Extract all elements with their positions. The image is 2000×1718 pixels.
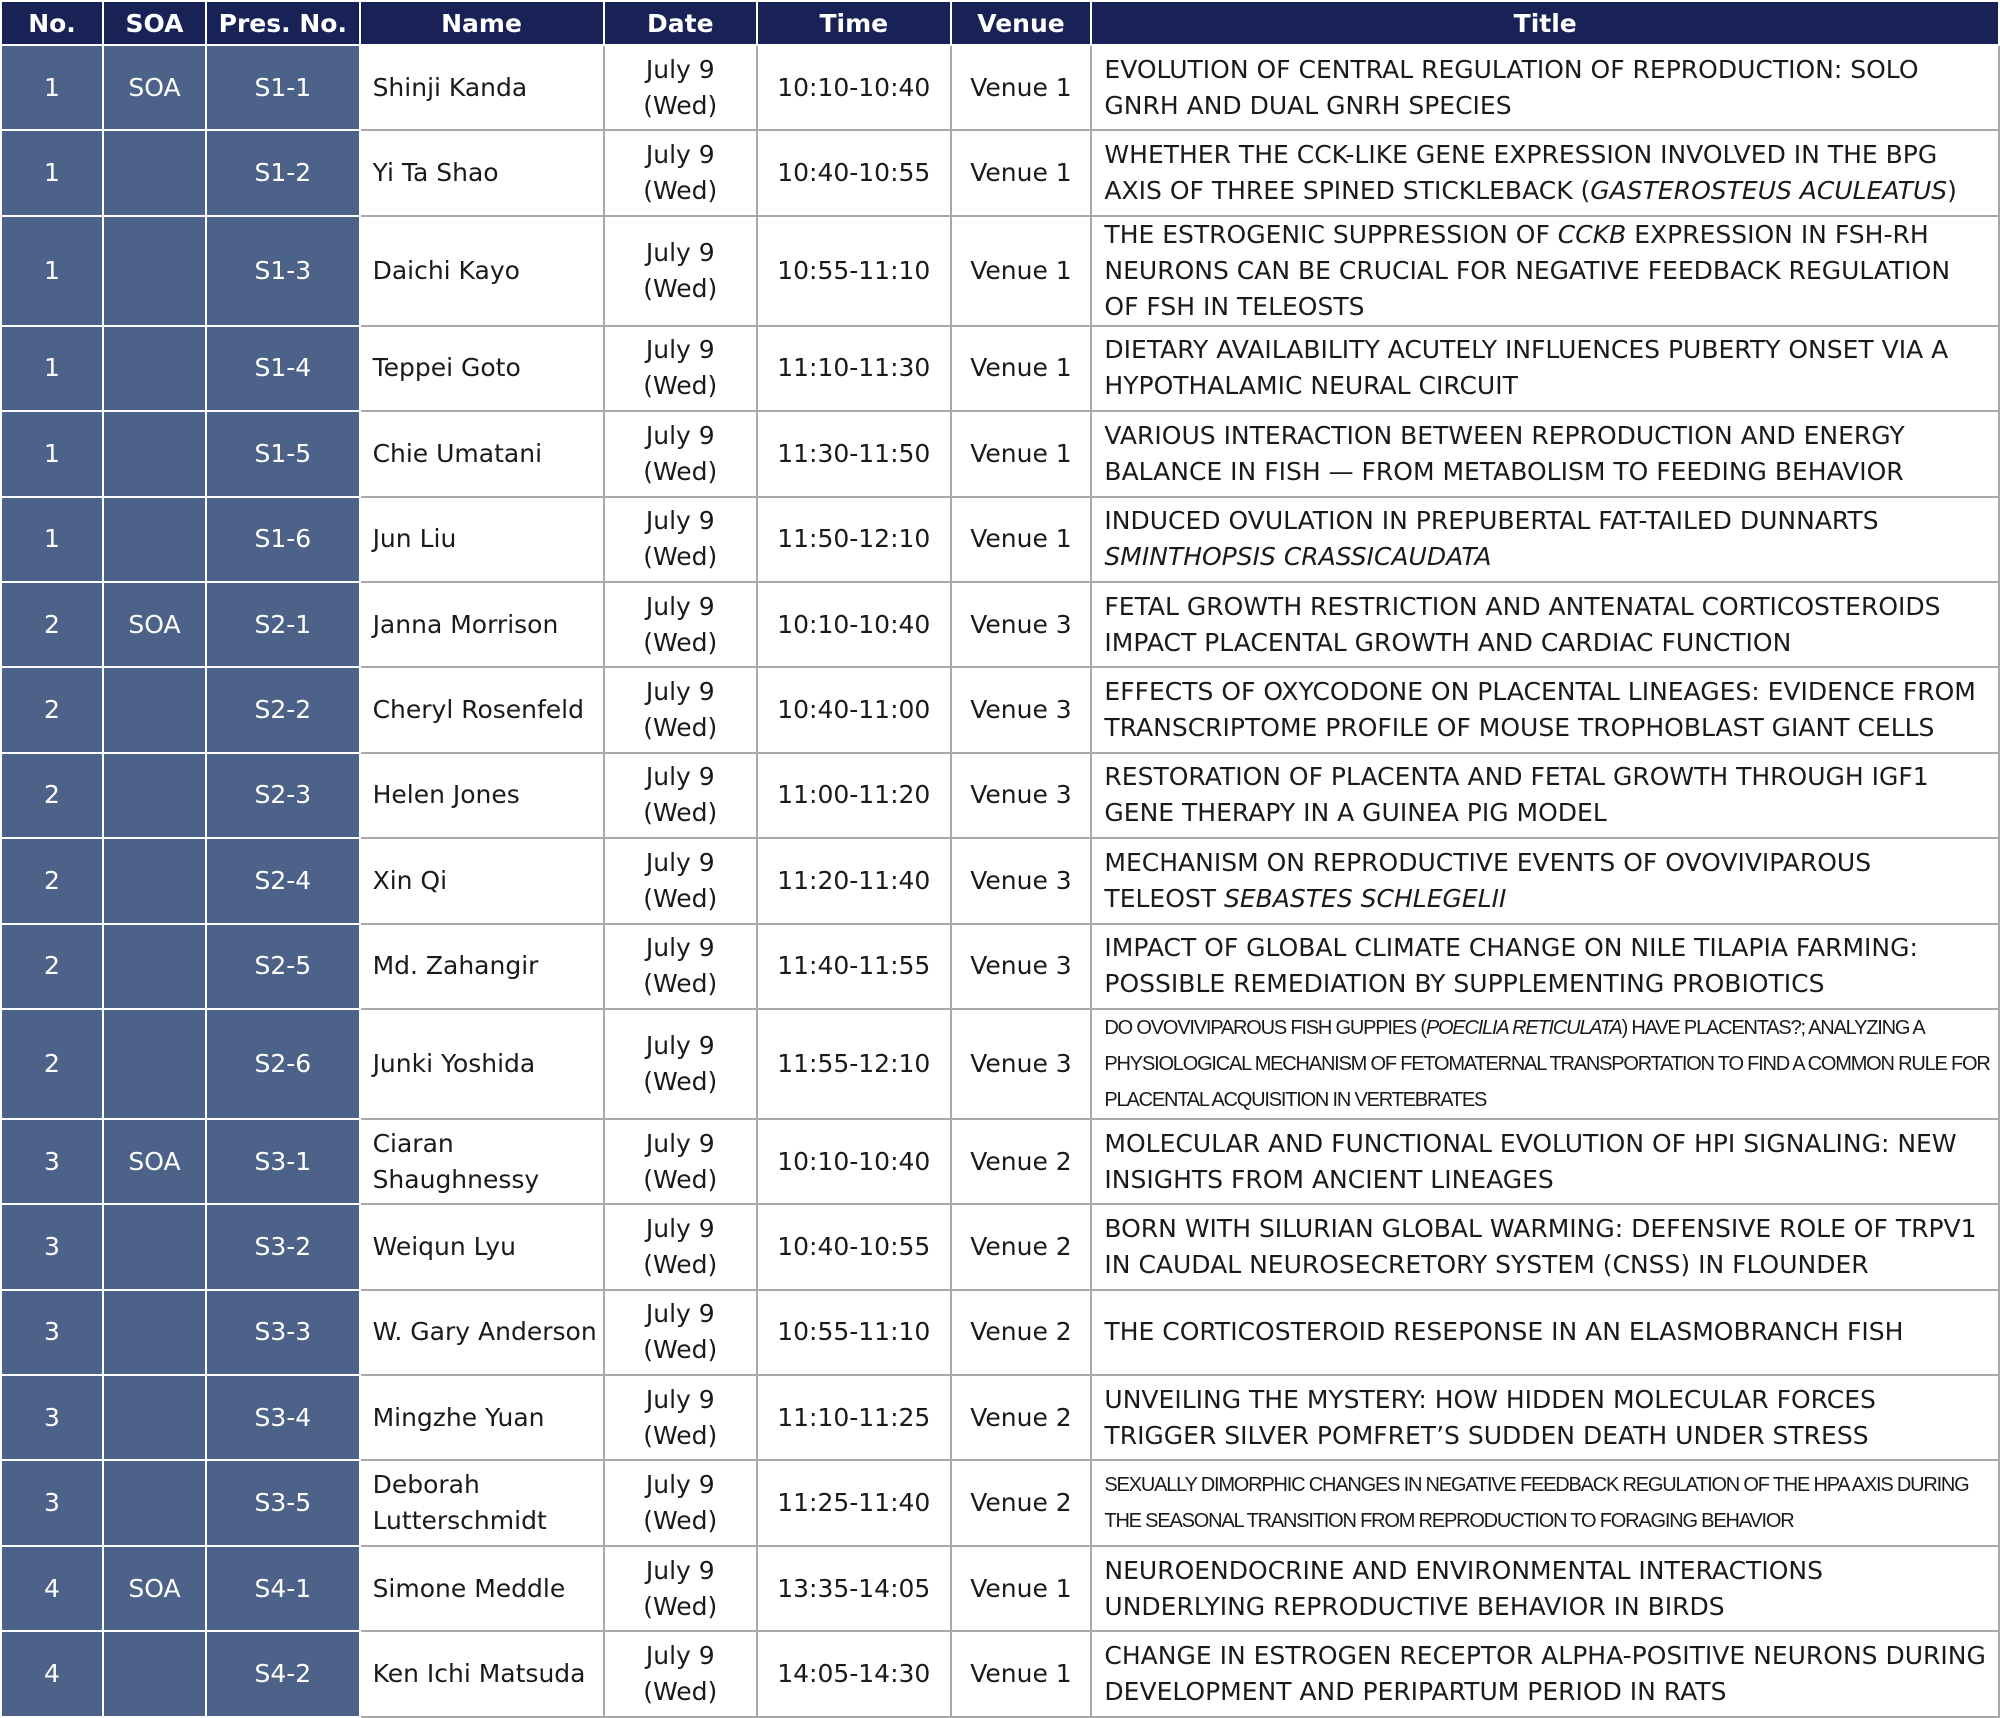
soa-cell: [103, 1290, 206, 1375]
table-row: [1, 1631, 1999, 1716]
date-day: July 9: [645, 140, 715, 170]
date-day: July 9: [645, 762, 715, 792]
title-segment: WHETHER THE CCK-LIKE GENE EXPRESSION INVOLVED IN THE BPG AXIS OF THREE SPINED STICKLEBACK (: [1104, 140, 1938, 206]
venue-cell: Venue 1: [951, 130, 1092, 215]
presenter-name: Yi Ta Shao: [360, 130, 604, 215]
title-cell: [1091, 130, 1999, 215]
title-segment: INDUCED OVULATION IN PREPUBERTAL FAT-TAILED DUNNARTS: [1104, 506, 1879, 536]
date-weekday: (Wed): [643, 176, 718, 206]
date-cell: [604, 130, 758, 215]
session-number: 1: [1, 45, 103, 130]
title-cell: [1091, 1460, 1999, 1545]
date-day: July 9: [645, 54, 715, 84]
session-number: 3: [1, 1119, 103, 1204]
title-cell: [1091, 753, 1999, 838]
soa-cell: SOA: [103, 1546, 206, 1631]
session-number: 2: [1, 582, 103, 667]
date-day: July 9: [645, 1213, 715, 1243]
session-number: 2: [1, 924, 103, 1009]
soa-cell: [103, 1009, 206, 1119]
presenter-name: Jun Liu: [360, 497, 604, 582]
presentation-number: S3-3: [206, 1290, 360, 1375]
date-cell: [604, 924, 758, 1009]
table-row: [1, 326, 1999, 411]
session-number: 2: [1, 667, 103, 752]
soa-cell: [103, 924, 206, 1009]
presenter-name: Ciaran Shaughnessy: [360, 1119, 604, 1204]
title-segment: MECHANISM ON REPRODUCTIVE EVENTS OF OVOVIVIPAROUS TELEOST: [1104, 847, 1872, 913]
presenter-name: Xin Qi: [360, 838, 604, 923]
date-day: July 9: [645, 1384, 715, 1414]
title-segment: NEUROENDOCRINE AND ENVIRONMENTAL INTERACTIONS UNDERLYING REPRODUCTIVE BEHAVIOR IN BIRDS: [1104, 1555, 1823, 1621]
header-title: Title: [1091, 1, 1999, 45]
venue-cell: Venue 3: [951, 838, 1092, 923]
title-cell: [1091, 582, 1999, 667]
title-italic-segment: CCKB: [1557, 219, 1627, 249]
session-number: 1: [1, 216, 103, 326]
date-day: July 9: [645, 591, 715, 621]
table-row: [1, 1119, 1999, 1204]
title-segment: BORN WITH SILURIAN GLOBAL WARMING: DEFENSIVE ROLE OF TRPV1 IN CAUDAL NEUROSECRETORY SYSTEM (CNSS) IN FLOUNDER: [1104, 1213, 1977, 1279]
venue-cell: Venue 1: [951, 216, 1092, 326]
time-cell: 11:25-11:40: [757, 1460, 950, 1545]
venue-cell: Venue 1: [951, 411, 1092, 496]
date-weekday: (Wed): [643, 1506, 718, 1536]
date-cell: [604, 1119, 758, 1204]
soa-cell: SOA: [103, 45, 206, 130]
title-segment: VARIOUS INTERACTION BETWEEN REPRODUCTION AND ENERGY BALANCE IN FISH — FROM METABOLISM TO FEEDING BEHAVIOR: [1104, 420, 1905, 486]
schedule-body: [1, 45, 1999, 1717]
date-weekday: (Wed): [643, 883, 718, 913]
header-no: No.: [1, 1, 103, 45]
header-soa: SOA: [103, 1, 206, 45]
date-day: July 9: [645, 1555, 715, 1585]
presentation-number: S2-4: [206, 838, 360, 923]
date-weekday: (Wed): [643, 969, 718, 999]
table-row: [1, 667, 1999, 752]
presenter-name: Teppei Goto: [360, 326, 604, 411]
time-cell: 10:40-11:00: [757, 667, 950, 752]
header-name: Name: [360, 1, 604, 45]
date-day: July 9: [645, 1299, 715, 1329]
date-cell: [604, 1375, 758, 1460]
presentation-number: S2-1: [206, 582, 360, 667]
venue-cell: Venue 3: [951, 753, 1092, 838]
presentation-number: S2-2: [206, 667, 360, 752]
date-weekday: (Wed): [643, 1164, 718, 1194]
date-weekday: (Wed): [643, 798, 718, 828]
date-weekday: (Wed): [643, 1066, 718, 1096]
date-weekday: (Wed): [643, 1420, 718, 1450]
presenter-name: W. Gary Anderson: [360, 1290, 604, 1375]
presenter-name: Shinji Kanda: [360, 45, 604, 130]
soa-cell: [103, 1631, 206, 1716]
soa-cell: [103, 753, 206, 838]
presenter-name: Ken Ichi Matsuda: [360, 1631, 604, 1716]
presenter-name: Junki Yoshida: [360, 1009, 604, 1119]
title-cell: [1091, 924, 1999, 1009]
title-cell: [1091, 1009, 1999, 1119]
soa-cell: [103, 1460, 206, 1545]
session-number: 3: [1, 1460, 103, 1545]
venue-cell: Venue 1: [951, 1631, 1092, 1716]
date-cell: [604, 667, 758, 752]
title-cell: [1091, 1204, 1999, 1289]
presentation-number: S1-6: [206, 497, 360, 582]
soa-cell: [103, 838, 206, 923]
title-segment: THE CORTICOSTEROID RESEPONSE IN AN ELASMOBRANCH FISH: [1104, 1317, 1904, 1347]
date-cell: [604, 1290, 758, 1375]
presentation-number: S1-1: [206, 45, 360, 130]
date-day: July 9: [645, 933, 715, 963]
time-cell: 11:50-12:10: [757, 497, 950, 582]
presenter-name: Daichi Kayo: [360, 216, 604, 326]
date-cell: [604, 326, 758, 411]
header-venue: Venue: [951, 1, 1092, 45]
date-weekday: (Wed): [643, 627, 718, 657]
date-cell: [604, 1009, 758, 1119]
presentation-number: S2-5: [206, 924, 360, 1009]
table-row: [1, 1290, 1999, 1375]
title-segment: EXPRESSION IN FSH-RH NEURONS CAN BE CRUCIAL FOR NEGATIVE FEEDBACK REGULATION OF FSH IN TELEOSTS: [1104, 219, 1951, 321]
title-segment: THE ESTROGENIC SUPPRESSION OF: [1104, 219, 1558, 249]
date-weekday: (Wed): [643, 1249, 718, 1279]
time-cell: 13:35-14:05: [757, 1546, 950, 1631]
presentation-number: S4-1: [206, 1546, 360, 1631]
table-row: [1, 924, 1999, 1009]
time-cell: 11:20-11:40: [757, 838, 950, 923]
date-weekday: (Wed): [643, 1591, 718, 1621]
time-cell: 11:10-11:30: [757, 326, 950, 411]
session-number: 1: [1, 326, 103, 411]
presenter-name: Md. Zahangir: [360, 924, 604, 1009]
date-cell: [604, 1546, 758, 1631]
title-segment: DO OVOVIVIPAROUS FISH GUPPIES (: [1104, 1016, 1426, 1039]
presentation-number: S2-3: [206, 753, 360, 838]
title-segment: IMPACT OF GLOBAL CLIMATE CHANGE ON NILE TILAPIA FARMING: POSSIBLE REMEDIATION BY SUPPLEMENTING PROBIOTICS: [1104, 933, 1918, 999]
date-weekday: (Wed): [643, 1335, 718, 1365]
title-segment: MOLECULAR AND FUNCTIONAL EVOLUTION OF HPI SIGNALING: NEW INSIGHTS FROM ANCIENT LINEAGES: [1104, 1128, 1957, 1194]
venue-cell: Venue 3: [951, 667, 1092, 752]
presenter-name: Helen Jones: [360, 753, 604, 838]
session-number: 3: [1, 1290, 103, 1375]
date-day: July 9: [645, 420, 715, 450]
soa-cell: [103, 667, 206, 752]
title-segment: RESTORATION OF PLACENTA AND FETAL GROWTH THROUGH IGF1 GENE THERAPY IN A GUINEA PIG MODEL: [1104, 762, 1929, 828]
presenter-name: Simone Meddle: [360, 1546, 604, 1631]
session-number: 1: [1, 411, 103, 496]
title-italic-segment: SEBASTES SCHLEGELII: [1223, 883, 1507, 913]
title-italic-segment: GASTEROSTEUS ACULEATUS: [1590, 176, 1948, 206]
title-cell: [1091, 667, 1999, 752]
time-cell: 10:10-10:40: [757, 45, 950, 130]
date-cell: [604, 411, 758, 496]
presentation-number: S1-5: [206, 411, 360, 496]
title-cell: [1091, 216, 1999, 326]
date-day: July 9: [645, 335, 715, 365]
presenter-name: Cheryl Rosenfeld: [360, 667, 604, 752]
date-day: July 9: [645, 1640, 715, 1670]
title-cell: [1091, 326, 1999, 411]
venue-cell: Venue 2: [951, 1119, 1092, 1204]
soa-cell: [103, 497, 206, 582]
session-number: 2: [1, 1009, 103, 1119]
venue-cell: Venue 2: [951, 1290, 1092, 1375]
soa-cell: [103, 130, 206, 215]
session-number: 4: [1, 1546, 103, 1631]
venue-cell: Venue 3: [951, 924, 1092, 1009]
date-day: July 9: [645, 1128, 715, 1158]
presentation-number: S3-4: [206, 1375, 360, 1460]
table-row: [1, 1009, 1999, 1119]
title-cell: [1091, 1546, 1999, 1631]
table-row: [1, 1460, 1999, 1545]
presentation-number: S2-6: [206, 1009, 360, 1119]
date-day: July 9: [645, 1030, 715, 1060]
table-row: [1, 45, 1999, 130]
session-number: 2: [1, 753, 103, 838]
date-day: July 9: [645, 506, 715, 536]
date-weekday: (Wed): [643, 273, 718, 303]
table-row: [1, 1546, 1999, 1631]
presentation-number: S3-2: [206, 1204, 360, 1289]
title-cell: [1091, 1119, 1999, 1204]
table-row: [1, 1375, 1999, 1460]
presentation-number: S1-4: [206, 326, 360, 411]
date-cell: [604, 1631, 758, 1716]
venue-cell: Venue 1: [951, 1546, 1092, 1631]
presenter-name: Chie Umatani: [360, 411, 604, 496]
soa-cell: SOA: [103, 1119, 206, 1204]
presenter-name: Deborah Lutterschmidt: [360, 1460, 604, 1545]
date-cell: [604, 497, 758, 582]
table-row: [1, 1204, 1999, 1289]
presenter-name: Weiqun Lyu: [360, 1204, 604, 1289]
time-cell: 11:30-11:50: [757, 411, 950, 496]
header-time: Time: [757, 1, 950, 45]
title-segment: UNVEILING THE MYSTERY: HOW HIDDEN MOLECULAR FORCES TRIGGER SILVER POMFRET’S SUDDEN DEATH UNDER STRESS: [1104, 1384, 1876, 1450]
time-cell: 11:00-11:20: [757, 753, 950, 838]
time-cell: 10:55-11:10: [757, 1290, 950, 1375]
title-segment: DIETARY AVAILABILITY ACUTELY INFLUENCES PUBERTY ONSET VIA A HYPOTHALAMIC NEURAL CIRCUIT: [1104, 335, 1949, 401]
date-cell: [604, 1460, 758, 1545]
presentation-number: S3-5: [206, 1460, 360, 1545]
soa-cell: [103, 326, 206, 411]
title-segment: EFFECTS OF OXYCODONE ON PLACENTAL LINEAGES: EVIDENCE FROM TRANSCRIPTOME PROFILE OF MOUSE TROPHOBLAST GIANT CELLS: [1104, 677, 1976, 743]
date-weekday: (Wed): [643, 713, 718, 743]
table-row: [1, 216, 1999, 326]
table-row: [1, 497, 1999, 582]
date-weekday: (Wed): [643, 1676, 718, 1706]
venue-cell: Venue 3: [951, 582, 1092, 667]
date-day: July 9: [645, 677, 715, 707]
session-number: 1: [1, 130, 103, 215]
venue-cell: Venue 1: [951, 45, 1092, 130]
time-cell: 10:40-10:55: [757, 1204, 950, 1289]
venue-cell: Venue 2: [951, 1375, 1092, 1460]
date-day: July 9: [645, 847, 715, 877]
title-segment: CHANGE IN ESTROGEN RECEPTOR ALPHA-POSITIVE NEURONS DURING DEVELOPMENT AND PERIPARTUM PERIOD IN RATS: [1104, 1640, 1986, 1706]
title-cell: [1091, 1375, 1999, 1460]
date-weekday: (Wed): [643, 542, 718, 572]
presentation-number: S4-2: [206, 1631, 360, 1716]
presentation-number: S1-3: [206, 216, 360, 326]
title-segment: EVOLUTION OF CENTRAL REGULATION OF REPRODUCTION: SOLO GNRH AND DUAL GNRH SPECIES: [1104, 54, 1919, 120]
venue-cell: Venue 2: [951, 1204, 1092, 1289]
soa-cell: [103, 411, 206, 496]
title-cell: [1091, 838, 1999, 923]
session-number: 3: [1, 1375, 103, 1460]
title-cell: [1091, 1631, 1999, 1716]
title-italic-segment: SMINTHOPSIS CRASSICAUDATA: [1104, 542, 1492, 572]
title-segment: ) HAVE PLACENTAS?; ANALYZING A PHYSIOLOGICAL MECHANISM OF FETOMATERNAL TRANSPORTATION TO FIND A COMMON RULE FOR PLACENTAL ACQUISITION IN VERTEBRATES: [1104, 1016, 1990, 1111]
date-cell: [604, 1204, 758, 1289]
venue-cell: Venue 1: [951, 326, 1092, 411]
title-cell: [1091, 411, 1999, 496]
soa-cell: [103, 1375, 206, 1460]
title-segment: FETAL GROWTH RESTRICTION AND ANTENATAL CORTICOSTEROIDS IMPACT PLACENTAL GROWTH AND CARDIAC FUNCTION: [1104, 591, 1941, 657]
date-weekday: (Wed): [643, 456, 718, 486]
title-segment: ): [1947, 176, 1957, 206]
title-cell: [1091, 1290, 1999, 1375]
time-cell: 10:10-10:40: [757, 582, 950, 667]
venue-cell: Venue 2: [951, 1460, 1092, 1545]
header-date: Date: [604, 1, 758, 45]
soa-cell: SOA: [103, 582, 206, 667]
table-row: [1, 838, 1999, 923]
session-number: 4: [1, 1631, 103, 1716]
presenter-name: Janna Morrison: [360, 582, 604, 667]
presentation-number: S1-2: [206, 130, 360, 215]
time-cell: 11:10-11:25: [757, 1375, 950, 1460]
time-cell: 11:55-12:10: [757, 1009, 950, 1119]
date-weekday: (Wed): [643, 90, 718, 120]
time-cell: 11:40-11:55: [757, 924, 950, 1009]
title-cell: [1091, 45, 1999, 130]
date-cell: [604, 753, 758, 838]
time-cell: 14:05-14:30: [757, 1631, 950, 1716]
date-cell: [604, 582, 758, 667]
session-number: 1: [1, 497, 103, 582]
soa-cell: [103, 216, 206, 326]
title-segment: SEXUALLY DIMORPHIC CHANGES IN NEGATIVE FEEDBACK REGULATION OF THE HPA AXIS DURING THE SEASONAL TRANSITION FROM REPRODUCTION TO FORAGING BEHAVIOR: [1104, 1474, 1969, 1533]
date-day: July 9: [645, 1470, 715, 1500]
date-cell: [604, 45, 758, 130]
time-cell: 10:55-11:10: [757, 216, 950, 326]
date-weekday: (Wed): [643, 371, 718, 401]
time-cell: 10:40-10:55: [757, 130, 950, 215]
header-pres-no: Pres. No.: [206, 1, 360, 45]
table-row: [1, 411, 1999, 496]
title-cell: [1091, 497, 1999, 582]
date-day: July 9: [645, 237, 715, 267]
presentation-number: S3-1: [206, 1119, 360, 1204]
date-cell: [604, 838, 758, 923]
session-number: 2: [1, 838, 103, 923]
table-row: [1, 753, 1999, 838]
table-row: [1, 130, 1999, 215]
venue-cell: Venue 1: [951, 497, 1092, 582]
time-cell: 10:10-10:40: [757, 1119, 950, 1204]
soa-cell: [103, 1204, 206, 1289]
header-row: [1, 1, 1999, 45]
table-row: [1, 582, 1999, 667]
venue-cell: Venue 3: [951, 1009, 1092, 1119]
date-cell: [604, 216, 758, 326]
title-italic-segment: POECILIA RETICULATA: [1425, 1016, 1622, 1039]
presenter-name: Mingzhe Yuan: [360, 1375, 604, 1460]
session-number: 3: [1, 1204, 103, 1289]
